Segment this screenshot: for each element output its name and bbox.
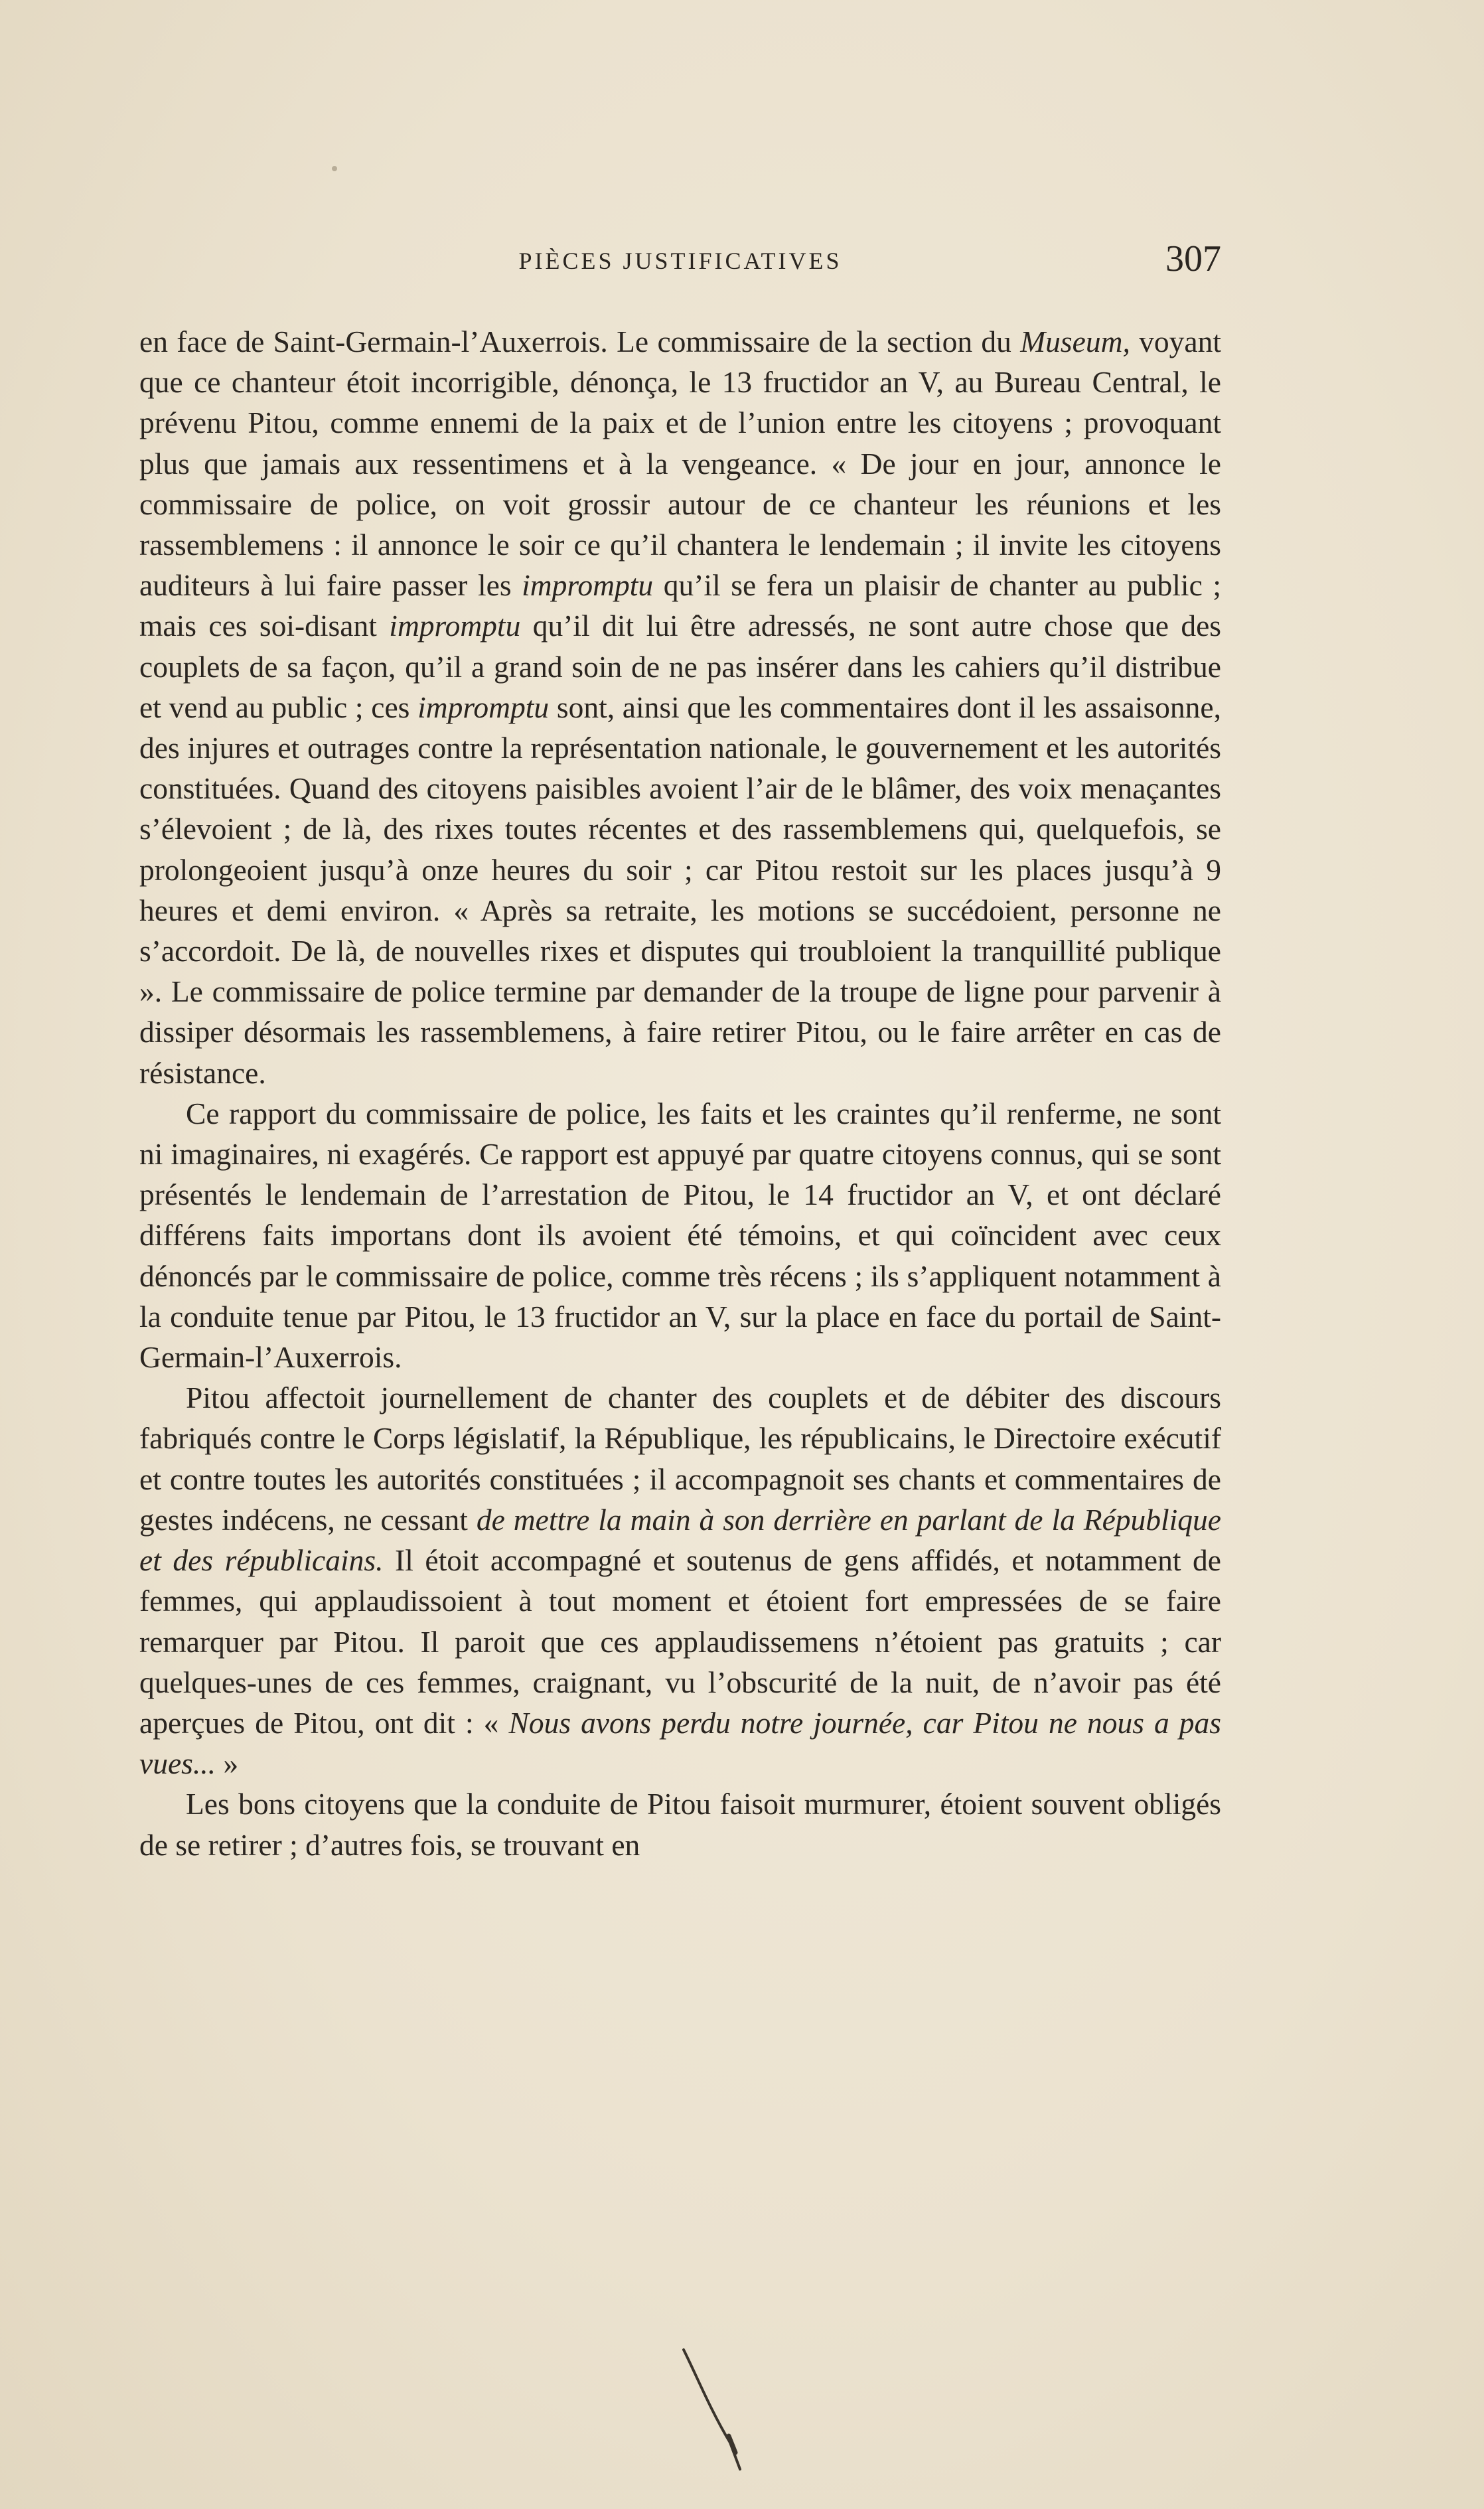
paragraph-2: Ce rapport du commissaire de police, les faits et les craintes qu’il renferme, ne sont ni imaginaires, ni exagérés. Ce rapport est appuyé par quatre citoyens connus, qui se sont présentés le lendemain de l’arrestation de Pitou, le 14 fructidor an V, et ont déclaré différens faits importans dont ils avoient été témoins, et qui coïncident avec ceux dénoncés par le commissaire de police, comme très récens ; ils s’appliquent notamment à la conduite tenue par Pitou, le 13 fructidor an V, sur la place en face du portail de Saint-Germain-l’Auxerrois. (139, 1096, 1221, 1375)
paragraph-1: en face de Saint-Germain-l’Auxerrois. Le commissaire de la section du Museum, voyant que ce chanteur étoit incorrigible, dénonça, le 13 fructidor an V, au Bureau Central, le prévenu Pitou, comme ennemi de la paix et de l’union entre les citoyens ; provoquant plus que jamais aux ressentimens et à la vengeance. « De jour en jour, annonce le commissaire de police, on voit grossir autour de ce chanteur les réunions et les rassemblemens : il annonce le soir ce qu’il chantera le lendemain ; il invite les citoyens auditeurs à lui faire passer les impromptu qu’il se fera un plaisir de chanter au public ; mais ces soi-disant impromptu qu’il dit lui être adressés, ne sont autre chose que des couplets de sa façon, qu’il a grand soin de ne pas insérer dans les cahiers qu’il distribue et vend au public ; ces impromptu sont, ainsi que les commentaires dont il les assaisonne, des injures et outrages contre la représentation nationale, le gouvernement et les autorités constituées. Quand des citoyens paisibles avoient l’air de le blâmer, des voix menaçantes s’élevoient ; de là, des rixes toutes récentes et des rassemblemens qui, quelquefois, se prolongeoient jusqu’à onze heures du soir ; car Pitou restoit sur les places jusqu’à 9 heures et demi environ. « Après sa retraite, les motions se succédoient, personne ne s’accordoit. De là, de nouvelles rixes et disputes qui troubloient la tranquillité publique ». Le commissaire de police termine par demander de la troupe de ligne pour parvenir à dissiper désormais les rassemblemens, à faire retirer Pitou, ou le faire arrêter en cas de résistance. (139, 325, 1222, 1090)
running-title: PIÈCES JUSTIFICATIVES (518, 248, 842, 274)
paragraph-4: Les bons citoyens que la conduite de Pitou faisoit murmurer, étoient souvent obligés de se retirer ; d’autres fois, se trouvant en (139, 1787, 1221, 1862)
paragraph-3: Pitou affectoit journellement de chanter des couplets et de débiter des discours fabriqués contre le Corps législatif, la République, les républicains, le Directoire exécutif et contre toutes les autorités constituées ; il accompagnoit ses chants et commentaires de gestes indécens, ne cessant de mettre la main à son derrière en parlant de la République et des républicains. Il étoit accompagné et soutenus de gens affidés, et notamment de femmes, qui applaudissoient à tout moment et étoient fort empressées de se faire remarquer par Pitou. Il paroit que ces applaudissemens n’étoient pas gratuits ; car quelques-unes de ces femmes, craignant, vu l’obscurité de la nuit, de n’avoir pas été aperçues de Pitou, ont dit : « Nous avons perdu notre journée, car Pitou ne nous a pas vues... » (139, 1381, 1222, 1781)
pen-stroke-mark (677, 2336, 770, 2482)
page-number: 307 (1165, 238, 1221, 279)
paper-speck (332, 166, 337, 171)
body-text (139, 321, 1221, 1865)
page-header (139, 238, 1221, 291)
